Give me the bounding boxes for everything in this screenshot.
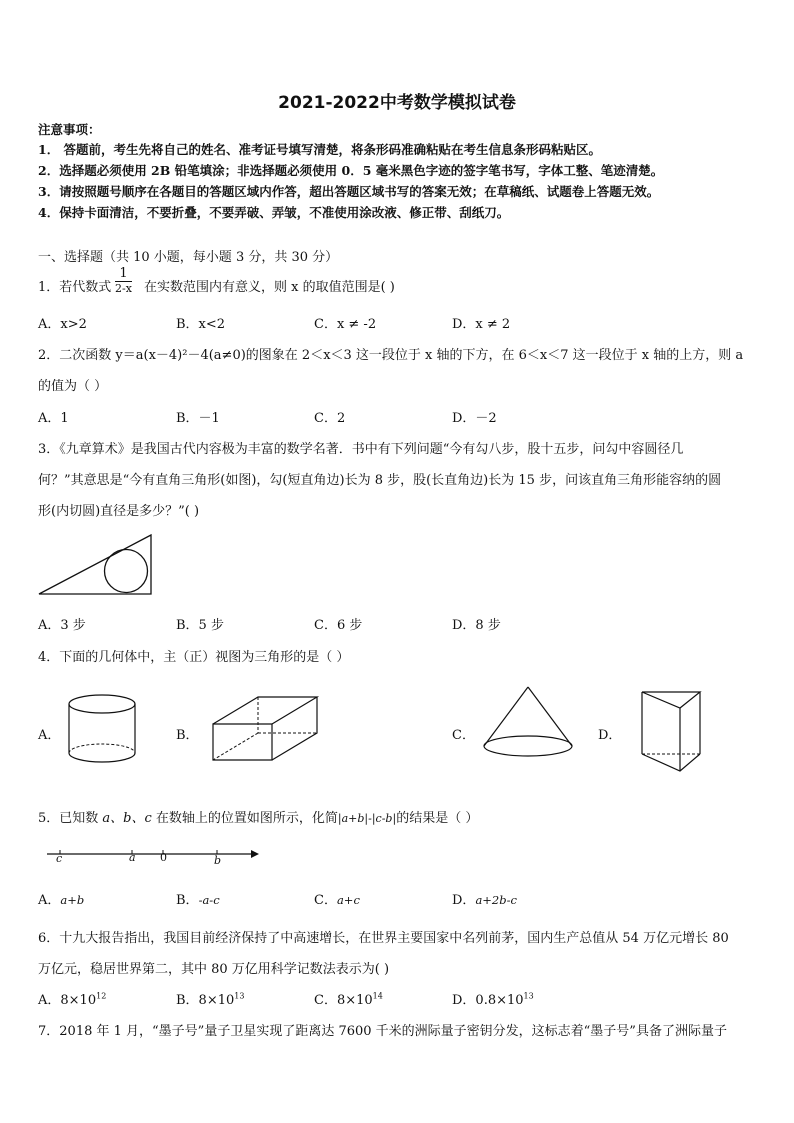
q2-option-a[interactable]: A．1 xyxy=(38,411,69,426)
page-title: 2021-2022中考数学模拟试卷 xyxy=(278,93,516,113)
axis-label-a: a xyxy=(129,851,136,864)
triangular-prism-figure[interactable] xyxy=(640,690,702,774)
q2-option-b[interactable]: B．－1 xyxy=(176,411,220,426)
q5-post: 的结果是（ ） xyxy=(396,811,479,826)
q5-stem xyxy=(38,807,478,826)
q1-option-b[interactable]: B．x<2 xyxy=(176,317,226,332)
notice-item-1: 1． 答题前，考生先将自己的姓名、准考证号填写清楚，将条形码准确粘贴在考生信息条形码粘贴区。 xyxy=(38,142,602,157)
notice-heading: 注意事项： xyxy=(38,122,101,137)
q3-option-d[interactable]: D．8 步 xyxy=(452,618,501,633)
q3-option-c[interactable]: C．6 步 xyxy=(314,618,363,633)
notice-item-2: 2．选择题必须使用 2B 铅笔填涂；非选择题必须使用 0．5 毫米黑色字迹的签字笔书写，字体工整、笔迹清楚。 xyxy=(38,163,664,178)
q1-pre: 1．若代数式 xyxy=(38,280,112,295)
q1-fraction xyxy=(115,266,132,295)
right-triangle xyxy=(39,535,151,594)
q5-vars: a、b、c xyxy=(102,811,152,826)
cylinder-figure[interactable] xyxy=(68,693,138,765)
q3-line-1: 3．《九章算术》是我国古代内容极为丰富的数学名著．书中有下列问题“今有勾八步，股十五步，问勾中容圆径几 xyxy=(38,442,684,457)
q5-pre: 5．已知数 xyxy=(38,811,103,826)
q6-option-a[interactable]: A．$8\times 10^{12}$ xyxy=(38,991,107,1008)
q6-option-b[interactable]: B．$8\times 10^{13}$ xyxy=(176,991,245,1008)
q2-option-d[interactable]: D．－2 xyxy=(452,411,497,426)
q3-option-a[interactable]: A．3 步 xyxy=(38,618,86,633)
q6-line-1: 6．十九大报告指出，我国目前经济保持了中高速增长，在世界主要国家中名列前茅，国内生产总值从 54 万亿元增长 80 xyxy=(38,931,729,946)
section-heading: 一、选择题（共 10 小题，每小题 3 分，共 30 分） xyxy=(38,250,339,265)
inscribed-circle xyxy=(105,550,148,593)
q6-line-2: 万亿元，稳居世界第二，其中 80 万亿用科学记数法表示为( ) xyxy=(38,962,390,977)
q7-line-1: 7．2018 年 1 月，“墨子号”量子卫星实现了距离达 7600 千米的洲际量子密钥分发，这标志着“墨子号”具备了洲际量子 xyxy=(38,1024,727,1039)
number-line-figure xyxy=(45,844,265,872)
cuboid-figure[interactable] xyxy=(212,696,322,762)
q3-line-3: 形(内切圆)直径是多少？”( ) xyxy=(38,504,200,519)
notice-item-3: 3．请按照题号顺序在各题目的答题区域内作答，超出答题区域书写的答案无效；在草稿纸、试题卷上答题无效。 xyxy=(38,184,660,199)
q5-option-c[interactable]: C．a+c xyxy=(314,893,360,908)
q4-line-1: 4．下面的几何体中，主（正）视图为三角形的是（ ） xyxy=(38,650,350,665)
q5-option-d[interactable]: D．a+2b-c xyxy=(452,893,517,908)
q5-mid: 在数轴上的位置如图所示，化简 xyxy=(151,811,338,826)
q6-option-d[interactable]: D．$0.8\times 10^{13}$ xyxy=(452,991,534,1008)
axis-label-c: c xyxy=(56,852,63,865)
q3-line-2: 何？”其意思是“今有直角三角形(如图)，勾(短直角边)长为 8 步，股(长直角边)长为 15 步，问该直角三角形能容纳的圆 xyxy=(38,473,722,488)
axis-label-zero: 0 xyxy=(160,851,167,864)
q4-label-c[interactable]: C． xyxy=(452,728,475,743)
number-line-arrow xyxy=(251,850,259,858)
q3-triangle-figure xyxy=(38,534,154,596)
notice-item-4: 4．保持卡面清洁，不要折叠，不要弄破、弄皱，不准使用涂改液、修正带、刮纸刀。 xyxy=(38,205,510,220)
q1-fraction-numerator: 1 xyxy=(115,266,132,282)
q4-label-d[interactable]: D． xyxy=(598,728,622,743)
q1-post: 在实数范围内有意义，则 x 的取值范围是( ) xyxy=(144,280,395,295)
q2-option-c[interactable]: C．2 xyxy=(314,411,346,426)
q1-option-d[interactable]: D．x ≠ 2 xyxy=(452,317,511,332)
q1-option-a[interactable]: A．x>2 xyxy=(38,317,87,332)
q3-option-b[interactable]: B．5 步 xyxy=(176,618,224,633)
cone-figure[interactable] xyxy=(482,686,576,758)
q1-fraction-denominator: 2-x xyxy=(115,282,132,295)
q5-expression: |a+b|-|c-b| xyxy=(337,812,397,825)
q6-option-c[interactable]: C．$8\times 10^{14}$ xyxy=(314,991,383,1008)
q2-line-2: 的值为（ ） xyxy=(38,379,108,394)
q5-option-a[interactable]: A．a+b xyxy=(38,893,85,908)
q4-label-a[interactable]: A． xyxy=(38,728,61,743)
q2-line-1: 2．二次函数 y＝a(x－4)²－4(a≠0)的图象在 2＜x＜3 这一段位于 x 轴的下方，在 6＜x＜7 这一段位于 x 轴的上方，则 a xyxy=(38,348,744,363)
q4-label-b[interactable]: B． xyxy=(176,728,199,743)
q1-option-c[interactable]: C．x ≠ -2 xyxy=(314,317,377,332)
q5-option-b[interactable]: B．-a-c xyxy=(176,893,220,908)
axis-label-b: b xyxy=(214,854,222,867)
